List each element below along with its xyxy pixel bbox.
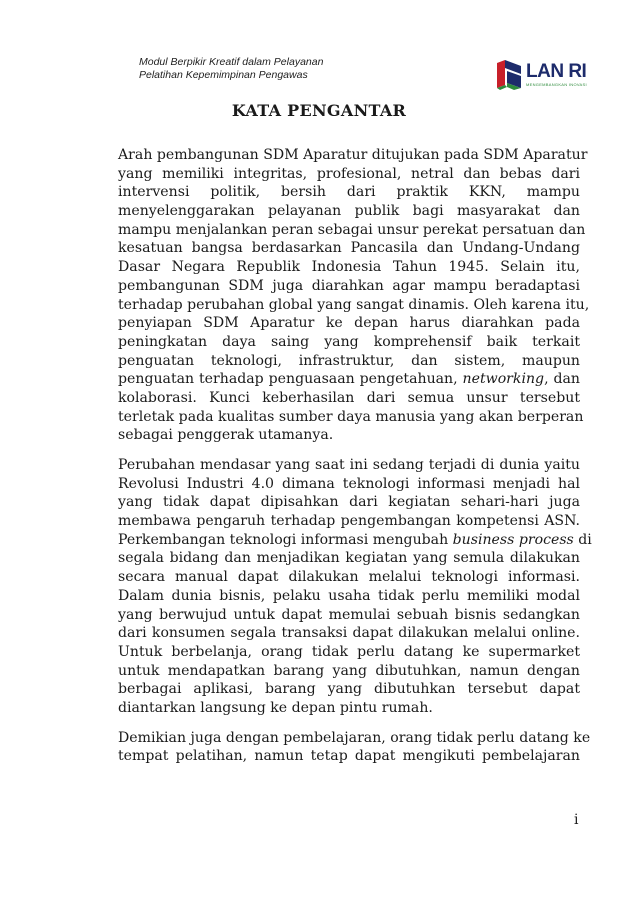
page-number: i [574, 812, 579, 828]
text-line: tempat pelatihan, namun tetap dapat mengikuti pembelajaran [118, 748, 580, 765]
paragraph-2 [118, 456, 592, 718]
text-line: secara manual dapat dilakukan melalui teknologi informasi. [118, 569, 580, 586]
body-text [118, 146, 592, 777]
text-line: kesatuan bangsa berdasarkan Pancasila dan Undang-Undang [118, 240, 580, 257]
text-line: Dasar Negara Republik Indonesia Tahun 1945. Selain itu, [118, 259, 580, 276]
text-line: berbagai aplikasi, barang yang dibutuhkan tersebut dapat [118, 681, 580, 698]
text-line: terhadap perubahan global yang sangat dinamis. Oleh karena itu, [118, 296, 590, 313]
text-line: sebagai penggerak utamanya. [118, 427, 334, 444]
text-line: mampu menjalankan peran sebagai unsur perekat persatuan dan [118, 221, 586, 238]
text-run: penguatan terhadap penguasaan pengetahuan, [118, 371, 463, 388]
page-title: KATA PENGANTAR [231, 101, 407, 120]
logo-wordmark: LAN RI [526, 60, 587, 82]
paragraph-3 [118, 729, 591, 766]
italic-term: networking [462, 371, 545, 388]
text-line: kolaborasi. Kunci keberhasilan dari semua unsur tersebut [118, 389, 580, 406]
text-line: Arah pembangunan SDM Aparatur ditujukan pada SDM Aparatur [118, 147, 588, 163]
italic-term: business process [452, 531, 574, 548]
text-line: Revolusi Industri 4.0 dimana teknologi informasi menjadi hal [118, 475, 580, 492]
lan-ri-logo [494, 56, 587, 92]
text-line-mixed [118, 531, 592, 550]
text-line: penyiapan SDM Aparatur ke depan harus diarahkan pada [118, 315, 580, 332]
paragraph-1 [118, 146, 590, 445]
text-line: menyelenggarakan pelayanan publik bagi masyarakat dan [118, 203, 580, 220]
header-line-training: Pelatihan Kepemimpinan Pengawas [139, 69, 308, 81]
text-line: Perubahan mendasar yang saat ini sedang terjadi di dunia yaitu [118, 457, 580, 473]
running-header [139, 56, 323, 82]
text-line: peningkatan daya saing yang komprehensif baik terkait [118, 333, 580, 350]
header-line-module: Modul Berpikir Kreatif dalam Pelayanan [139, 56, 324, 68]
text-line: untuk mendapatkan barang yang dibutuhkan, namun dengan [118, 662, 580, 679]
text-line: diantarkan langsung ke depan pintu rumah. [118, 699, 433, 716]
text-line: yang memiliki integritas, profesional, netral dan bebas dari [118, 165, 580, 182]
text-line: intervensi politik, bersih dari praktik KKN, mampu [118, 184, 580, 201]
text-line: membawa pengaruh terhadap pengembangan kompetensi ASN. [118, 513, 580, 530]
text-line: segala bidang dan menjadikan kegiatan yang semula dilakukan [118, 550, 580, 567]
logo-tagline: MENGEMBANGKAN INOVASI [526, 81, 587, 87]
text-line: penguatan teknologi, infrastruktur, dan sistem, maupun [118, 352, 580, 369]
text-run: Perkembangan teknologi informasi mengubah [118, 531, 453, 548]
text-line: yang berwujud untuk dapat memulai sebuah bisnis sedangkan [118, 606, 580, 623]
text-line: Dalam dunia bisnis, pelaku usaha tidak perlu memiliki modal [118, 587, 580, 604]
text-line-mixed [118, 370, 580, 389]
text-line: Demikian juga dengan pembelajaran, orang tidak perlu datang ke [118, 729, 591, 746]
text-run: di [573, 531, 592, 548]
text-line: dari konsumen segala transaksi dapat dilakukan melalui online. [118, 625, 580, 642]
text-line: yang tidak dapat dipisahkan dari kegiatan sehari-hari juga [118, 494, 580, 511]
text-line: Untuk berbelanja, orang tidak perlu datang ke supermarket [118, 643, 580, 660]
lan-ri-emblem-icon [494, 57, 524, 91]
text-run: , dan [544, 371, 580, 388]
text-line: pembangunan SDM juga diarahkan agar mampu beradaptasi [118, 277, 580, 294]
text-line: terletak pada kualitas sumber daya manusia yang akan berperan [118, 408, 584, 425]
